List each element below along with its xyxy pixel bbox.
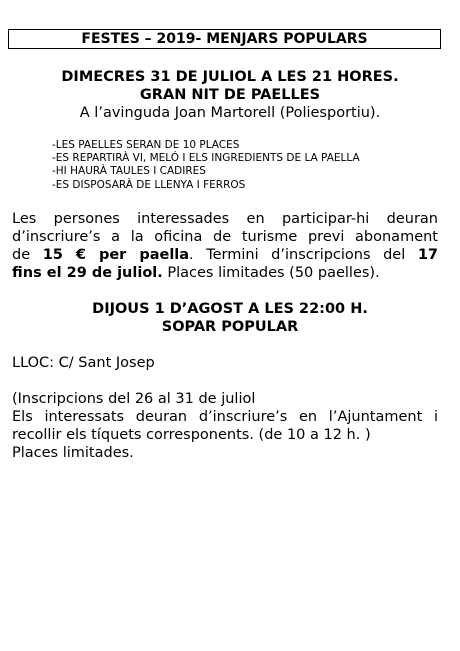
event1-heading-date: DIMECRES 31 DE JULIOL A LES 21 HORES. — [61, 69, 399, 85]
limit-text: Places limitades. — [12, 445, 134, 461]
event1-location: A l’avinguda Joan Martorell (Poliesportiu). — [79, 105, 381, 121]
page-title: FESTES – 2019- MENJARS POPULARS — [8, 29, 441, 49]
event2-heading-date: DIJOUS 1 D’AGOST A LES 22:00 H. — [92, 301, 368, 317]
details-line: Els interessats deuran d’inscriure’s en l’Ajuntament i — [12, 409, 438, 425]
inscriptions-text: (Inscripcions del 26 al 31 de juliol — [12, 391, 256, 407]
event1-notes-list — [52, 139, 360, 192]
event1-info-paragraph — [12, 210, 438, 282]
event2-place: LLOC: C/ Sant Josep — [12, 355, 155, 371]
note-item: -LES PAELLES SERAN DE 10 PLACES — [52, 139, 240, 151]
info-line: d’inscriure’s a la oficina de turisme previ abonament — [12, 229, 438, 245]
info-line: Les persones interessades en participar-hi deuran — [12, 211, 438, 227]
price-text: 15 € per paella — [42, 247, 190, 263]
note-item: -ES DISPOSARÀ DE LLENYA I FERROS — [52, 178, 246, 191]
period-start: 17 — [417, 247, 438, 263]
note-item: -HI HAURÀ TAULES I CADIRES — [52, 165, 206, 178]
event2-details — [12, 390, 438, 462]
note-item: -ES REPARTIRÀ VI, MELÓ I ELS INGREDIENTS DE LA PAELLA — [52, 152, 360, 165]
info-line: fins el 29 de juliol. Places limitades (50 paelles). — [12, 265, 380, 281]
event2-heading-title: SOPAR POPULAR — [161, 319, 299, 335]
info-line: de 15 € per paella. Termini d’inscripcions del 17 — [12, 247, 438, 263]
period-end: fins el 29 de juliol. — [12, 265, 163, 281]
event1-heading-title: GRAN NIT DE PAELLES — [139, 87, 321, 103]
details-line: recollir els tíquets corresponents. (de 10 a 12 h. ) — [12, 427, 371, 443]
